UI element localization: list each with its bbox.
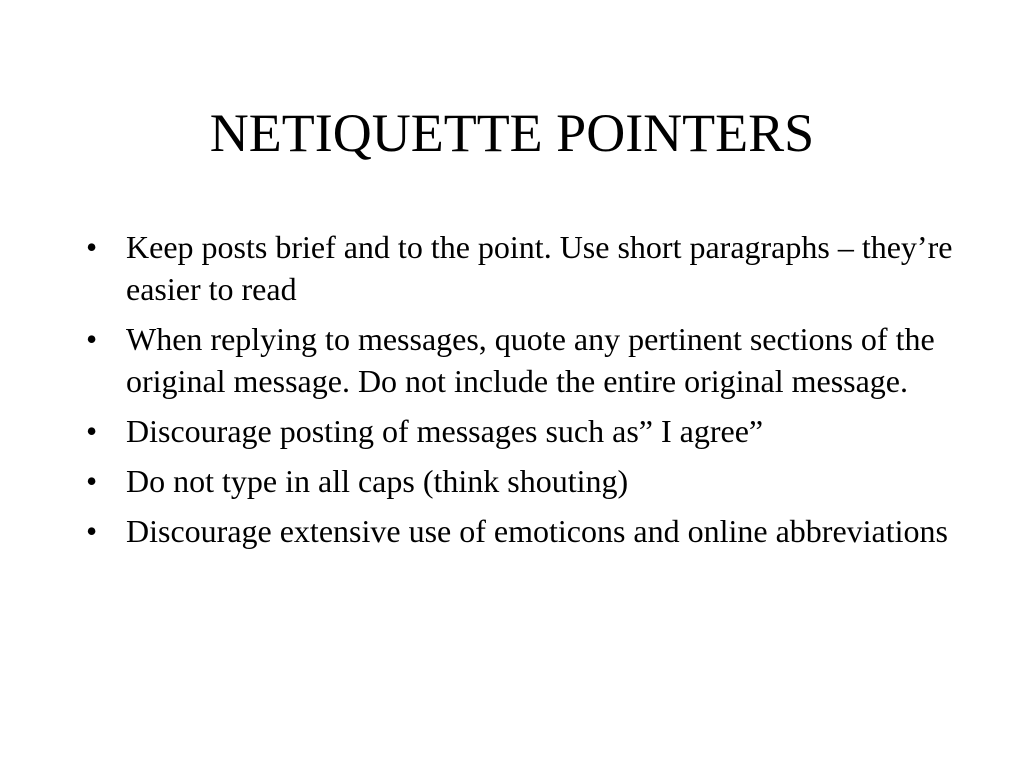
bullet-icon: •: [86, 321, 98, 357]
bullet-item: [86, 318, 956, 402]
bullet-text: Discourage extensive use of emoticons and online abbreviations: [126, 513, 948, 549]
bullet-icon: •: [86, 413, 98, 449]
bullet-list: [86, 226, 956, 560]
bullet-icon: •: [86, 463, 98, 499]
bullet-text: Keep posts brief and to the point. Use short paragraphs – they’re easier to read: [126, 229, 953, 307]
bullet-text: Discourage posting of messages such as” I agree”: [126, 413, 764, 449]
bullet-text: When replying to messages, quote any pertinent sections of the original message. Do not include the entire original message.: [126, 321, 935, 399]
bullet-icon: •: [86, 513, 98, 549]
bullet-item: [86, 460, 956, 502]
bullet-icon: •: [86, 229, 98, 265]
bullet-text: Do not type in all caps (think shouting): [126, 463, 629, 499]
bullet-item: [86, 510, 956, 552]
slide-title: NETIQUETTE POINTERS: [209, 103, 815, 163]
bullet-item: [86, 410, 956, 452]
bullet-item: [86, 226, 956, 310]
